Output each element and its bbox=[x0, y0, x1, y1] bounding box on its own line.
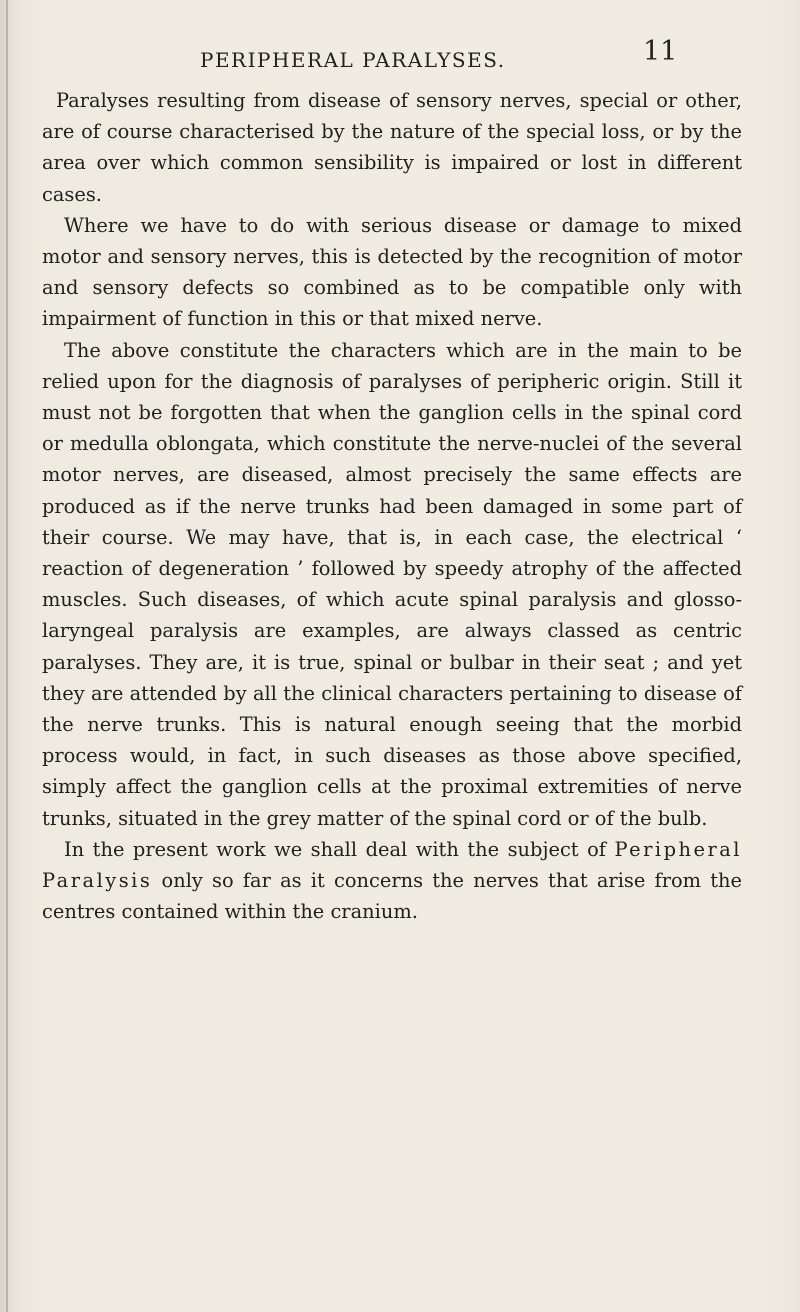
binding-gutter bbox=[6, 0, 8, 1312]
paragraph-present-work-end: only so far as it concerns the nerves that arise from the centres contained within the cranium. bbox=[42, 869, 742, 924]
paragraph-present-work bbox=[42, 834, 742, 928]
paragraph-centric-paralyses: The above constitute the characters which are in the main to be relied upon for the diagnosis of paralyses of peripheric origin. Still it must not be forgotten that when the ganglion cells in the spinal cord or medulla oblongata, which constitute the nerve-nuclei of the several motor nerves, are diseased, almost precisely the same effects are produced as if the nerve trunks had been damaged in some part of their course. We may have, that is, in each case, the electrical ‘ reaction of degeneration ’ followed by speedy atrophy of the affected muscles. Such diseases, of which acute spinal paralysis and glosso-laryngeal paralysis are examples, are always classed as centric paralyses. They are, it is true, spinal or bulbar in their seat ; and yet they are attended by all the clinical characters pertaining to disease of the nerve trunks. This is natural enough seeing that the morbid process would, in fact, in such diseases as those above specified, simply affect the ganglion cells at the proximal extremities of nerve trunks, situated in the grey matter of the spinal cord or of the bulb. bbox=[42, 338, 742, 830]
page-number: 11 bbox=[643, 36, 678, 67]
running-head: PERIPHERAL PARALYSES. bbox=[200, 48, 506, 72]
page-header bbox=[0, 30, 800, 74]
body-text bbox=[42, 85, 742, 927]
paragraph-sensory-paralyses: Paralyses resulting from disease of sensory nerves, special or other, are of course characterised by the nature of the special loss, or by the area over which common sensibility is impaired or lost in different cases. bbox=[42, 89, 742, 206]
paragraph-mixed-nerves: Where we have to do with serious disease or damage to mixed motor and sensory nerves, this is detected by the recognition of motor and sensory defects so combined as to be compatible only with impairment of function in this or that mixed nerve. bbox=[42, 213, 742, 331]
emphasis-peripheral-paralysis: Peripheral Paralysis bbox=[42, 837, 742, 893]
paragraph-present-work-start: In the present work we shall deal with the subject of bbox=[64, 837, 615, 861]
